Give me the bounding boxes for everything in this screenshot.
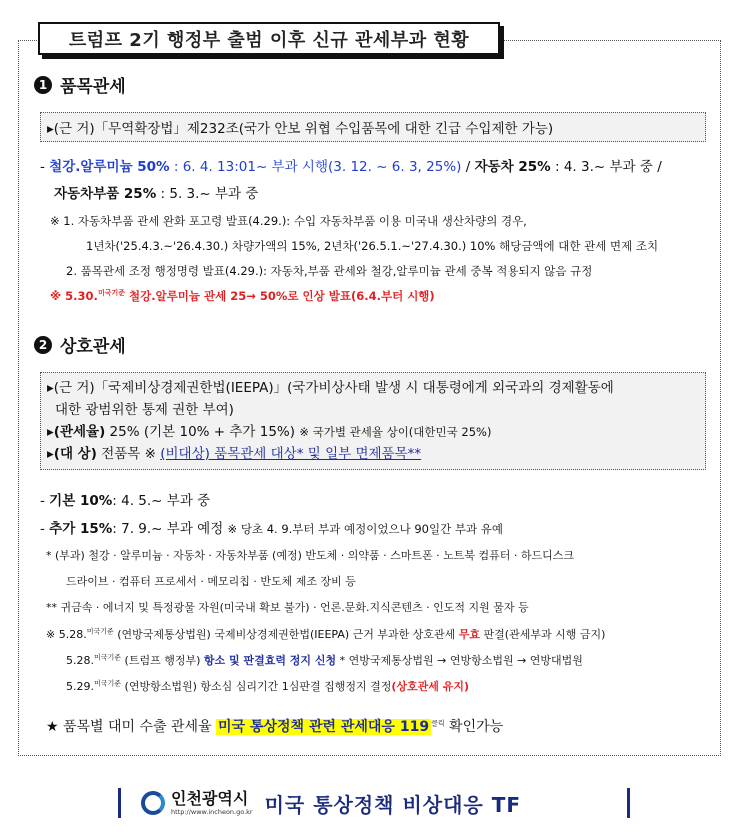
court-text-3: (연방항소법원) 항소심 심리기간 1심판결 집행정지 결정: [121, 680, 392, 693]
add-detail: : 7. 9.~ 부과 예정: [112, 521, 228, 537]
court-text-2: (트럼프 행정부): [121, 654, 204, 667]
note-date: ※ 5.30.: [50, 289, 98, 303]
section-number-1: 1: [34, 76, 52, 94]
dash: -: [40, 521, 50, 537]
court-text-2b: * 연방국제통상법원 → 연방항소법원 → 연방대법원: [336, 654, 583, 667]
court-sup-2: 미국기준: [94, 653, 122, 662]
steel-rate: 철강.알루미늄 50%: [49, 159, 170, 175]
page-title: 트럼프 2기 행정부 출범 이후 신규 관세부과 현황: [38, 22, 500, 55]
section-heading-2: [34, 332, 126, 357]
footer: [118, 786, 630, 820]
item-add-rate: [40, 517, 503, 537]
court-note-3: [66, 678, 469, 694]
note-1: ※ 1. 자동차부품 관세 완화 포고령 발표(4.29.): 수입 자동차부품 이용 미국내 생산차량의 경우,: [50, 214, 527, 228]
add-note: ※ 당초 4. 9.부터 부과 예정이었으나 90일간 부과 유예: [227, 522, 503, 536]
auto-detail: : 4. 3.~ 부과 중 /: [550, 159, 662, 175]
court-note-2: [66, 652, 583, 668]
autoparts-detail: : 5. 3.~ 부과 중: [156, 186, 259, 202]
target-line: [47, 443, 699, 465]
note-sup: 미국기준: [97, 289, 125, 298]
base-rate: 기본 10%: [49, 493, 113, 509]
star-note: [46, 716, 503, 736]
section-title-1: 품목관세: [60, 77, 126, 97]
court-maintain: (상호관세 유지): [391, 680, 470, 693]
rate-note: ※ 국가별 관세율 상이(대한민국 25%): [299, 425, 492, 439]
logo-name: 인천광역시: [171, 788, 249, 808]
star-text-2: 확인가능: [444, 719, 504, 735]
basis-box-1: [40, 112, 706, 142]
basis-text-1: ▸(근 거)「무역확장법」제232조(국가 안보 위협 수입품목에 대한 긴급 수입제한 가능): [47, 121, 554, 137]
footer-left-bar: [118, 788, 121, 818]
note-steel-increase: [50, 288, 435, 304]
court-text-1: (연방국제통상법원) 국제비상경제권한법(IEEPA) 근거 부과한 상호관세: [113, 628, 459, 641]
dash: -: [40, 159, 50, 175]
star-text: ★ 품목별 대미 수출 관세율: [46, 719, 217, 735]
sep: /: [461, 159, 475, 175]
tf-title: 미국 통상정책 비상대응 TF: [264, 792, 522, 817]
note-2: 2. 품목관세 조정 행정명령 발표(4.29.): 자동차,부품 관세와 철강,알루미늄 관세 중복 적용되지 않음 규정: [66, 264, 593, 278]
autoparts-rate: 자동차부품 25%: [54, 186, 157, 202]
court-text-1b: 판결(관세부과 시행 금지): [480, 628, 606, 641]
target-exclusion-link[interactable]: (비대상) 품목관세 대상* 및 일부 면제품목**: [160, 446, 422, 462]
court-void: 무효: [458, 628, 481, 641]
item-steel-auto: [40, 155, 662, 175]
add-rate: 추가 15%: [49, 521, 113, 537]
basis-box-2: [40, 372, 706, 470]
auto-rate: 자동차 25%: [474, 159, 551, 175]
footnote-star-1: * (부과) 철강 · 알루미늄 · 자동차 · 자동차부품 (예정) 반도체 · 의약품 · 스마트폰 · 노트북 컴퓨터 · 하드디스크: [46, 549, 574, 562]
base-detail: : 4. 5.~ 부과 중: [112, 493, 211, 509]
logo-url: http://www.incheon.go.kr: [171, 807, 253, 816]
court-appeal: 항소 및 판결효력 정지 신청: [203, 654, 337, 667]
section-heading-1: [34, 72, 126, 97]
court-sup-1: 미국기준: [86, 627, 114, 636]
rate-value: 25% (기본 10% + 추가 15%): [105, 424, 300, 440]
basis-line-1: ▸(근 거)「국제비상경제권한법(IEEPA)」(국가비상사태 발생 시 대통령에게 외국과의 경제활동에: [47, 380, 614, 396]
basis-line-2: 대한 광범위한 통제 권한 부여): [55, 402, 234, 418]
target-label: ▸(대 상): [47, 446, 97, 462]
note-text: 철강.알루미늄 관세 25→ 50%로 인상 발표(6.4.부터 시행): [125, 289, 435, 303]
item-base-rate: [40, 489, 210, 509]
rate-line: [47, 421, 699, 443]
note-1-cont: 1년차('25.4.3.~'26.4.30.) 차량가액의 15%, 2년차('26.5.1.~'27.4.30.) 10% 해당금액에 대한 관세 면제 조치: [86, 239, 659, 253]
court-date-3: 5.29.: [66, 680, 94, 693]
court-note-1: [46, 626, 605, 642]
section-title-2: 상호관세: [60, 337, 126, 357]
item-autoparts: [54, 182, 258, 202]
court-date-1: ※ 5.28.: [46, 628, 87, 641]
incheon-logo: [141, 788, 253, 816]
click-sup: 클릭: [431, 719, 445, 728]
footnote-star-1-cont: 드라이브 · 컴퓨터 프로세서 · 메모리칩 · 반도체 제조 장비 등: [66, 575, 356, 588]
target-value: 전품목 ※: [96, 446, 161, 462]
rate-label: ▸(관세율): [47, 424, 106, 440]
court-sup-3: 미국기준: [94, 679, 122, 688]
section-number-2: 2: [34, 336, 52, 354]
dash: -: [40, 493, 50, 509]
footnote-star-2: ** 귀금속 · 에너지 및 특정광물 자원(미국내 확보 불가) · 언론.문화.지식콘텐츠 · 인도적 지원 물자 등: [46, 601, 529, 614]
tariff-119-link[interactable]: 미국 통상정책 관련 관세대응 119: [218, 719, 430, 735]
footer-right-bar: [627, 788, 630, 818]
steel-detail: : 6. 4. 13:01~ 부과 시행(3. 12. ~ 6. 3, 25%): [169, 159, 462, 175]
incheon-emblem-icon: [141, 791, 165, 815]
court-date-2: 5.28.: [66, 654, 94, 667]
